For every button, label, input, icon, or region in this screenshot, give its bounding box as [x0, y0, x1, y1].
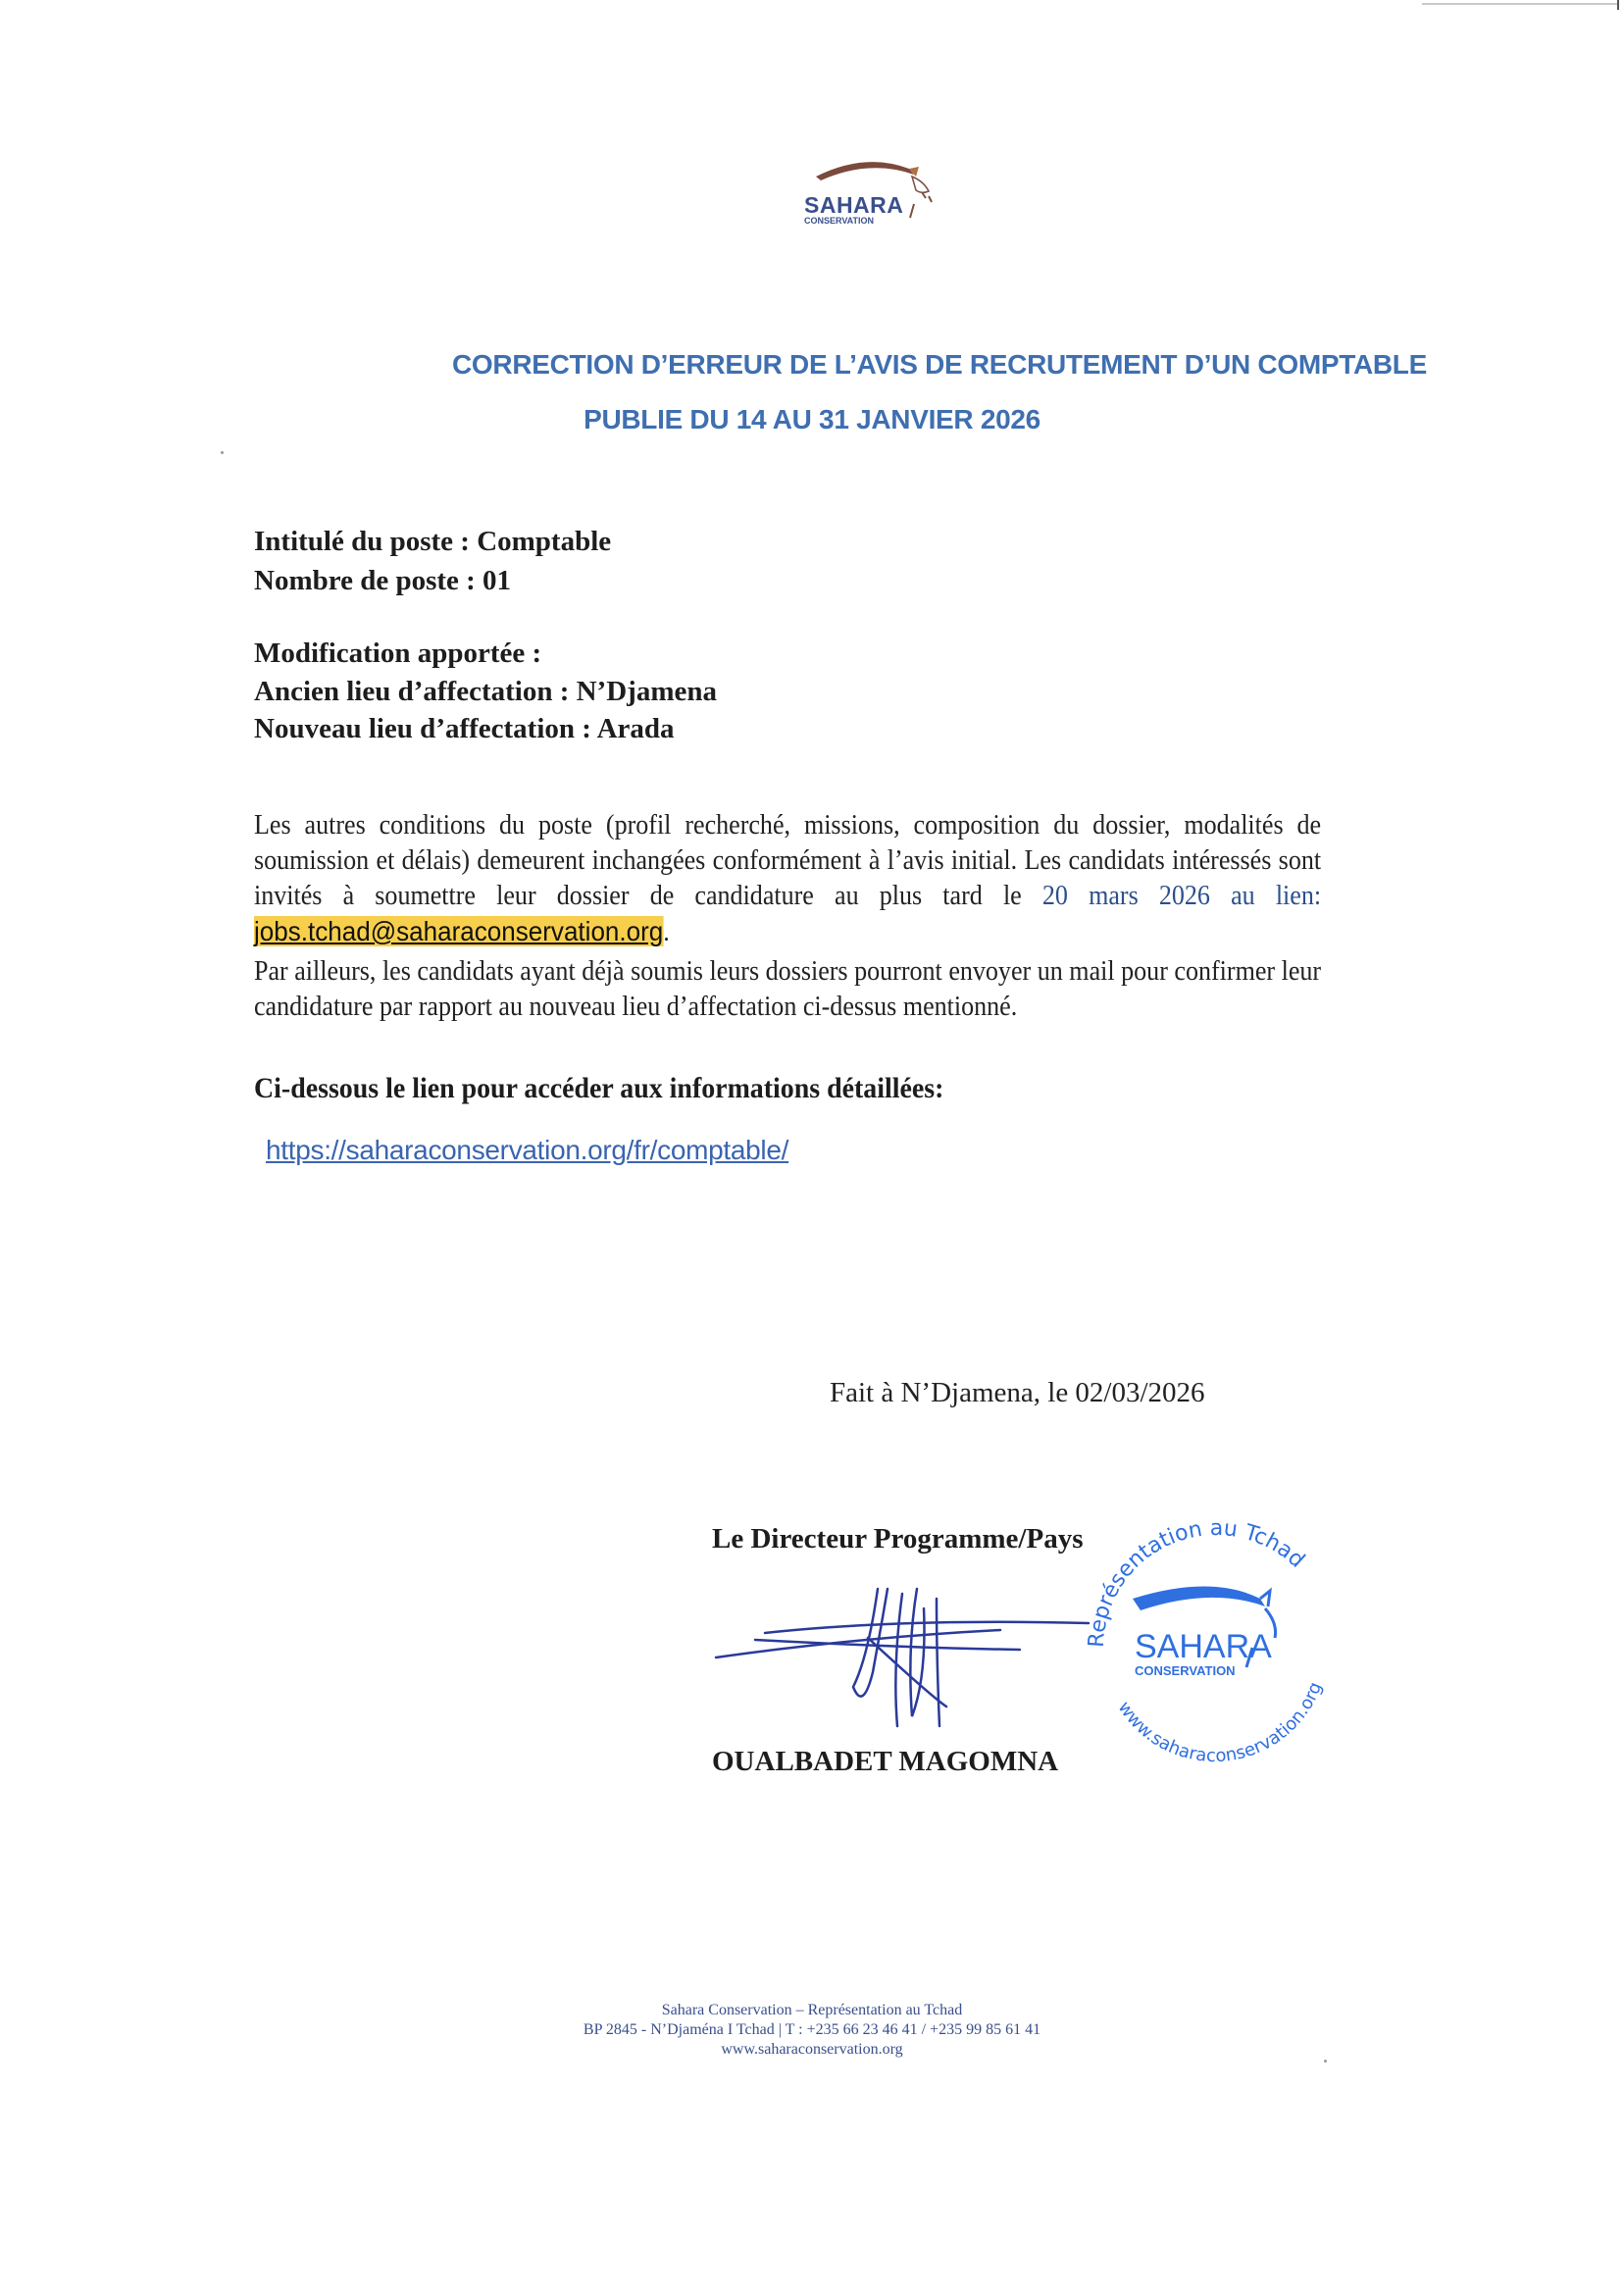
conditions-paragraph — [254, 808, 1321, 950]
details-url-link[interactable]: https://saharaconservation.org/fr/comptable/ — [266, 1135, 789, 1165]
footer-contact: BP 2845 - N’Djaména I Tchad | T : +235 66 23 46 41 / +235 99 85 61 41 — [583, 2021, 1041, 2038]
scan-speck — [221, 451, 224, 454]
sahara-conservation-logo — [796, 147, 963, 240]
position-title: Intitulé du poste : Comptable — [254, 526, 612, 557]
old-location: Ancien lieu d’affectation : N’Djamena — [254, 676, 717, 707]
position-count: Nombre de poste : 01 — [254, 565, 512, 596]
signatory-name: OUALBADET MAGOMNA — [712, 1746, 1059, 1777]
scan-speck — [1324, 2060, 1327, 2063]
organization-stamp — [1064, 1481, 1358, 1834]
footer-organization: Sahara Conservation – Représentation au Tchad — [661, 2002, 963, 2018]
document-title-line2: PUBLIE DU 14 AU 31 JANVIER 2026 — [584, 404, 1040, 434]
stamp-bottom-text: www.saharaconservation.org — [1113, 1679, 1327, 1767]
place-and-date: Fait à N’Djamena, le 02/03/2026 — [830, 1377, 1205, 1408]
stamp-subtitle: CONSERVATION — [1135, 1663, 1236, 1678]
stamp-oryx-icon — [1133, 1587, 1265, 1611]
new-location: Nouveau lieu d’affectation : Arada — [254, 713, 675, 744]
footer-website[interactable]: www.saharaconservation.org — [721, 2041, 903, 2058]
document-title-line1: CORRECTION D’ERREUR DE L’AVIS DE RECRUTEMENT D’UN COMPTABLE — [452, 349, 1427, 380]
details-link-heading: Ci-dessous le lien pour accéder aux informations détaillées: — [254, 1072, 944, 1104]
modification-label: Modification apportée : — [254, 637, 542, 669]
signatory-role: Le Directeur Programme/Pays — [712, 1523, 1084, 1555]
conditions-text: Les autres conditions du poste (profil recherché, missions, composition du dossier, modalités de soumission et délais) demeurent inchangées conformément à l’avis initial. Les candidats intéressés sont invités à soumettre leur dossier de candidature au plus tard le — [254, 810, 1322, 911]
scan-edge-line — [1422, 3, 1618, 5]
resubmission-paragraph: Par ailleurs, les candidats ayant déjà soumis leurs dossiers pourront envoyer un mail pour confirmer leur candidature par rapport au nouveau lieu d’affectation ci-dessus mentionné. — [254, 956, 1322, 1022]
application-email-link[interactable]: jobs.tchad@saharaconservation.org — [254, 916, 664, 946]
deadline-text: 20 mars 2026 au lien: — [1041, 881, 1322, 911]
scan-edge-mark — [1617, 0, 1619, 10]
email-suffix: . — [663, 917, 670, 947]
logo-name: SAHARA — [804, 192, 904, 218]
logo-subtitle: CONSERVATION — [804, 216, 875, 226]
stamp-top-text: Représentation au Tchad — [1084, 1515, 1310, 1649]
stamp-name: SAHARA — [1135, 1628, 1272, 1665]
